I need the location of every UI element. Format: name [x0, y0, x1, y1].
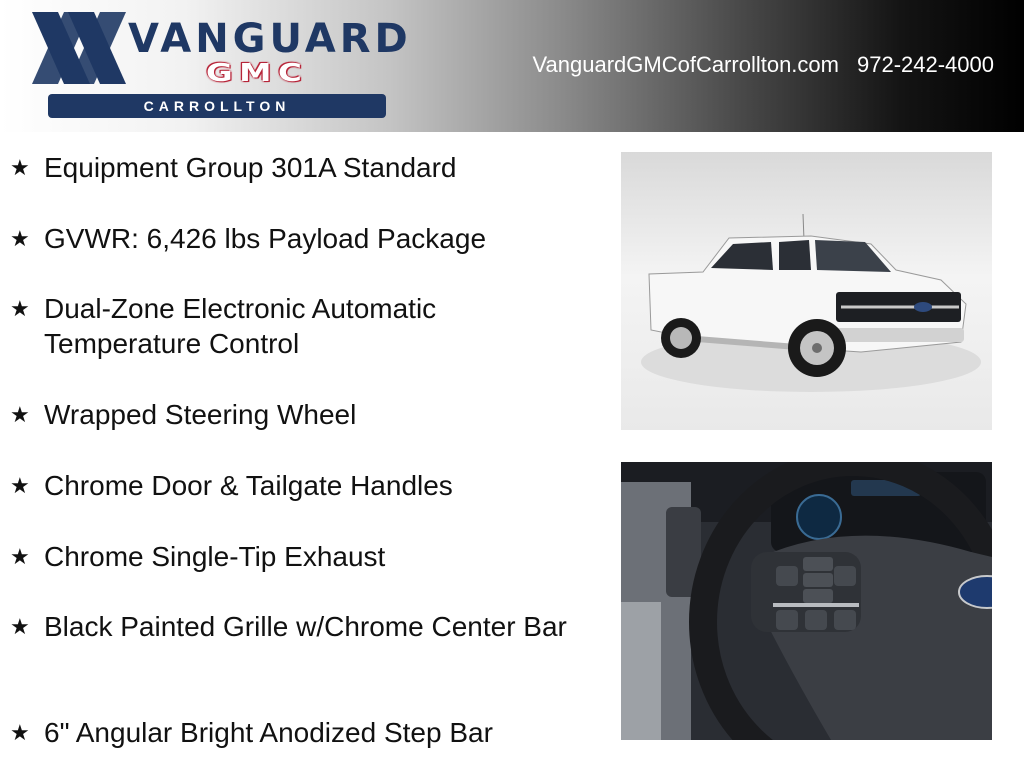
logo-location: CARROLLTON [48, 94, 386, 118]
dealer-logo [28, 8, 418, 124]
star-icon: ★ [10, 473, 30, 498]
truck-photo [621, 152, 992, 430]
star-icon: ★ [10, 402, 30, 427]
feature-text: Chrome Single-Tip Exhaust [44, 541, 386, 572]
feature-text: Dual-Zone Electronic Automatic Temperature Control [44, 293, 437, 359]
star-icon: ★ [10, 614, 30, 639]
feature-text: Wrapped Steering Wheel [44, 399, 357, 430]
feature-item [10, 397, 580, 432]
feature-item [10, 609, 580, 644]
feature-text: Black Painted Grille w/Chrome Center Bar [44, 611, 567, 642]
website-link[interactable]: VanguardGMCofCarrollton.com [532, 52, 839, 77]
feature-item [10, 221, 580, 256]
feature-text: Equipment Group 301A Standard [44, 152, 457, 183]
steering-wheel-photo [621, 462, 992, 740]
feature-item [10, 539, 580, 574]
phone-number[interactable]: 972-242-4000 [856, 52, 994, 77]
feature-item [10, 468, 580, 503]
feature-item [10, 715, 580, 750]
star-icon: ★ [10, 226, 30, 251]
feature-text: GVWR: 6,426 lbs Payload Package [44, 223, 487, 254]
vanguard-logo-icon [28, 8, 138, 88]
star-icon: ★ [10, 544, 30, 569]
star-icon: ★ [10, 296, 30, 321]
dealer-contact [532, 52, 994, 78]
feature-item [10, 150, 580, 185]
feature-item [10, 291, 580, 361]
feature-text: Chrome Door & Tailgate Handles [44, 470, 453, 501]
star-icon: ★ [10, 155, 30, 180]
dealer-header [0, 0, 1024, 132]
logo-wordmark: VANGUARD [128, 16, 412, 62]
star-icon: ★ [10, 720, 30, 745]
feature-text: 6" Angular Bright Anodized Step Bar [44, 717, 493, 748]
logo-brand: GMC [206, 58, 309, 87]
